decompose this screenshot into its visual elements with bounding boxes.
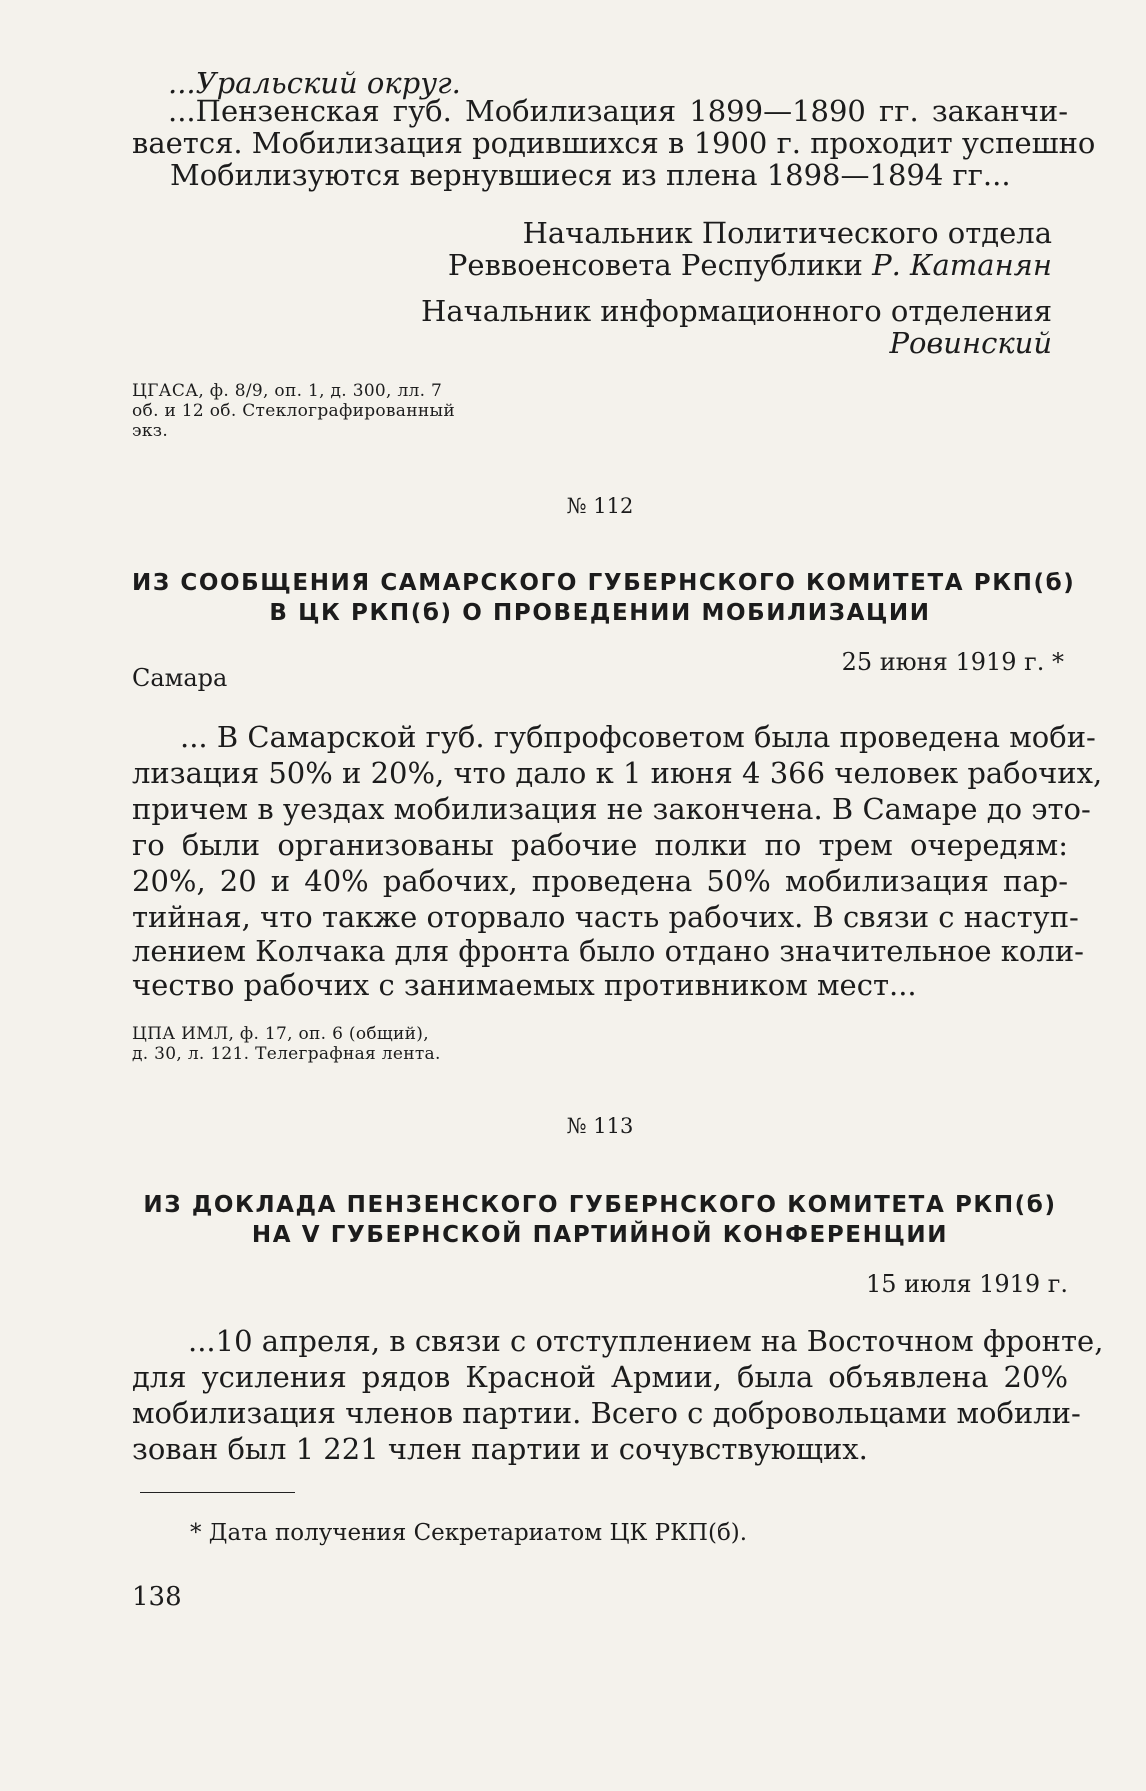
archive-source: об. и 12 об. Стеклографированный — [132, 401, 455, 421]
body-line: го были организованы рабочие полки по трем очередям: — [132, 828, 1068, 862]
document-date: 25 июня 1919 г. * — [841, 648, 1064, 676]
footnote: * Дата получения Секретариатом ЦК РКП(б). — [190, 1520, 748, 1546]
body-line: для усиления рядов Красной Армии, была объявлена 20% — [132, 1360, 1068, 1394]
body-line: причем в уездах мобилизация не закончена. В Самаре до это- — [132, 792, 1091, 826]
body-line: чество рабочих с занимаемых противником мест... — [132, 968, 917, 1002]
archive-source: экз. — [132, 421, 169, 441]
document-title: НА V ГУБЕРНСКОЙ ПАРТИЙНОЙ КОНФЕРЕНЦИИ — [251, 1222, 949, 1248]
document-date: 15 июля 1919 г. — [866, 1270, 1068, 1298]
body-line: лизация 50% и 20%, что дало к 1 июня 4 366 человек рабочих, — [132, 756, 1103, 790]
body-line: лением Колчака для фронта было отдано значительное коли- — [132, 934, 1084, 968]
body-line: мобилизация членов партии. Всего с добровольцами мобили- — [132, 1396, 1081, 1430]
body-line: тийная, что также оторвало часть рабочих. В связи с наступ- — [132, 900, 1079, 934]
body-line: ... В Самарской губ. губпрофсоветом была проведена моби- — [180, 720, 1096, 754]
signature-title: Начальник Политического отдела — [522, 216, 1052, 250]
place-label: Самара — [132, 664, 228, 692]
signature-name: Р. Катанян — [872, 248, 1052, 282]
body-line: 20%, 20 и 40% рабочих, проведена 50% мобилизация пар- — [132, 864, 1068, 898]
document-title: В ЦК РКП(б) О ПРОВЕДЕНИИ МОБИЛИЗАЦИИ — [269, 600, 931, 626]
document-number: № 113 — [566, 1114, 634, 1138]
archive-source: д. 30, л. 121. Телеграфная лента. — [132, 1044, 441, 1064]
body-line: ...Пензенская губ. Мобилизация 1899—1890 гг. заканчи- — [168, 94, 1068, 128]
body-line: ...10 апреля, в связи с отступлением на Восточном фронте, — [188, 1324, 1104, 1358]
intro-line: ...Уральский округ. — [168, 66, 461, 100]
body-line: вается. Мобилизация родившихся в 1900 г. проходит успешно — [132, 126, 1096, 160]
body-line: зован был 1 221 член партии и сочувствующих. — [132, 1432, 868, 1466]
archive-source: ЦГАСА, ф. 8/9, оп. 1, д. 300, лл. 7 — [132, 381, 443, 401]
document-number: № 112 — [566, 494, 634, 518]
page-number: 138 — [132, 1582, 182, 1612]
signature-name: Ровинский — [889, 326, 1052, 360]
signature-org: Реввоенсовета Республики Р. Катанян — [447, 248, 1052, 282]
archive-source: ЦПА ИМЛ, ф. 17, оп. 6 (общий), — [132, 1024, 429, 1044]
body-line: Мобилизуются вернувшиеся из плена 1898—1894 гг... — [170, 158, 1011, 192]
signature-title: Начальник информационного отделения — [421, 294, 1052, 328]
document-title: ИЗ ДОКЛАДА ПЕНЗЕНСКОГО ГУБЕРНСКОГО КОМИТЕТА РКП(б) — [143, 1192, 1057, 1218]
footnote-rule — [140, 1492, 295, 1493]
document-title: ИЗ СООБЩЕНИЯ САМАРСКОГО ГУБЕРНСКОГО КОМИТЕТА РКП(б) — [132, 570, 1076, 596]
